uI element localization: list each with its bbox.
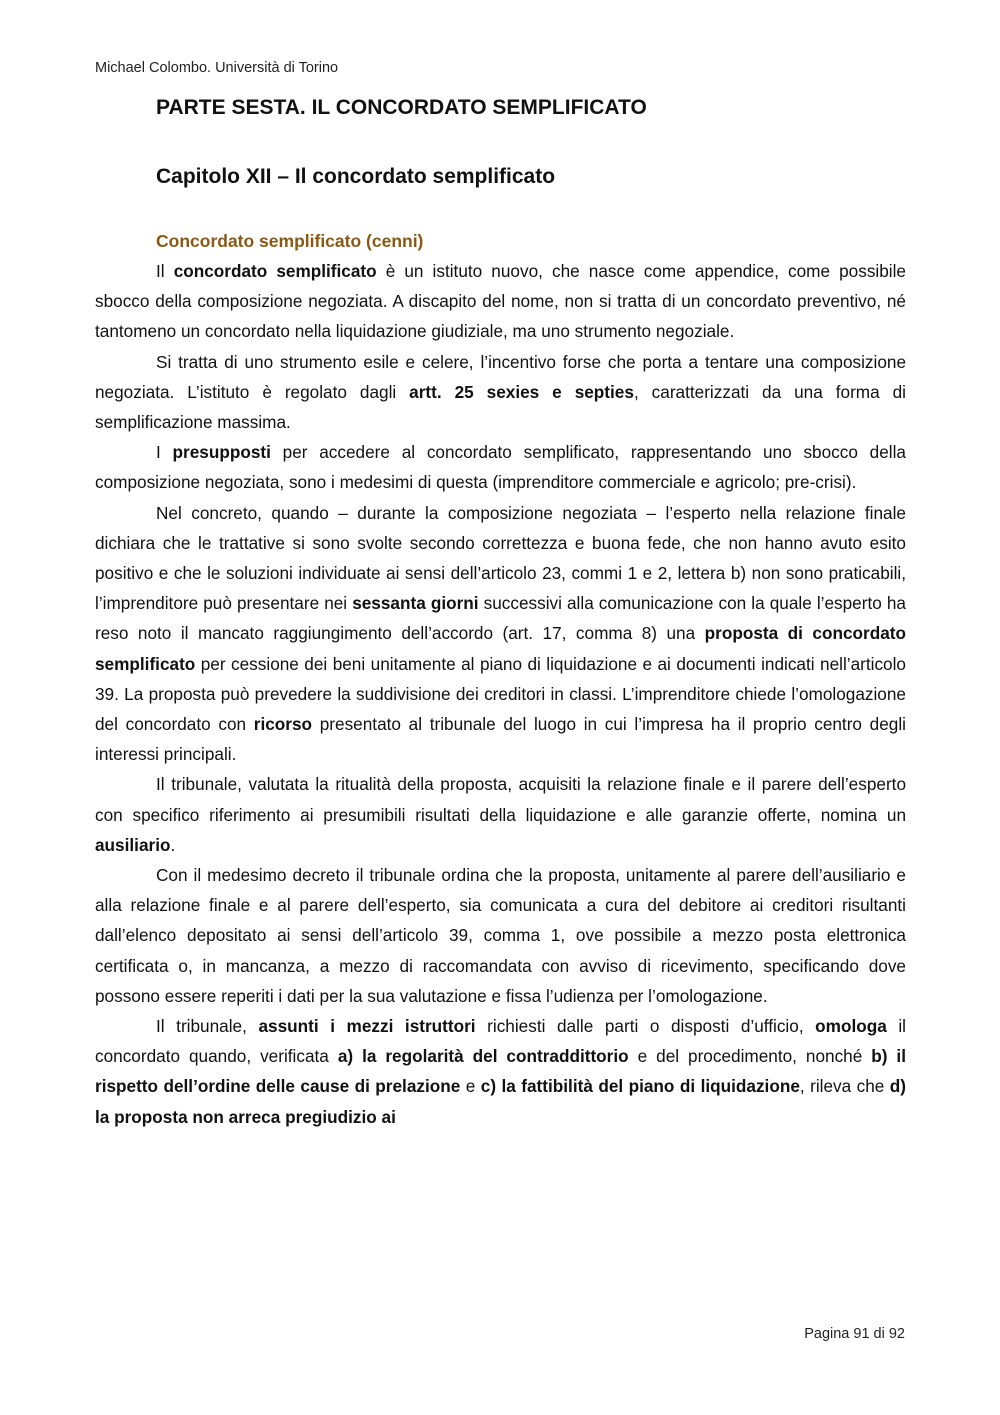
bold-text: c) la fattibilità del piano di liquidazione (480, 1076, 800, 1097)
text-run: presentato al tribunale del luogo in cui l’impresa ha il proprio centro degli interessi principali. (95, 714, 906, 765)
text-run: Con il medesimo decreto il tribunale ordina che la proposta, unitamente al parere dell’ausiliario e alla relazione finale e al parere dell’esperto, sia comunicata a cura del debitore ai creditori risultanti dall’elenco depositato ai sensi dell’articolo 39, comma 1, ove possibile a mezzo posta elettronica certificata o, in mancanza, a mezzo di raccomandata con avviso di ricevimento, specificando dove possono essere reperiti i dati per la sua valutazione e fissa l’udienza per l’omologazione. (95, 865, 906, 1006)
paragraph-4 (95, 498, 906, 770)
text-run: Il tribunale, valutata la ritualità della proposta, acquisiti la relazione finale e il parere dell’esperto con specifico riferimento ai presumibili risultati della liquidazione e alle garanzie offerte, nomina un (95, 774, 906, 825)
text-run: richiesti dalle parti o disposti d’ufficio, (475, 1016, 816, 1037)
bold-text: artt. 25 sexies e septies (409, 381, 634, 402)
bold-text: ausiliario (95, 834, 171, 855)
running-header: Michael Colombo. Università di Torino (95, 60, 339, 76)
bold-text: presupposti (172, 442, 271, 463)
bold-text: assunti i mezzi istruttori (258, 1016, 476, 1037)
paragraph-6 (95, 860, 906, 1011)
paragraph-2 (95, 347, 906, 438)
body-text (95, 256, 906, 1132)
text-run: . (170, 834, 176, 855)
text-run: il concordato quando, verificata (95, 1016, 907, 1067)
text-run: , caratterizzati da una forma di semplificazione massima. (95, 381, 907, 433)
page-number: Pagina 91 di 92 (804, 1326, 905, 1342)
text-run: Il tribunale, (156, 1016, 259, 1037)
bold-text: omologa (815, 1016, 887, 1037)
text-run: e del procedimento, nonché (628, 1046, 872, 1067)
part-title: PARTE SESTA. IL CONCORDATO SEMPLIFICATO (156, 96, 647, 119)
paragraph-1 (95, 256, 906, 347)
paragraph-5 (95, 769, 906, 860)
bold-text: b) il rispetto dell’ordine delle cause di prelazione (95, 1046, 906, 1097)
text-run: Si tratta di uno strumento esile e celere, l’incentivo forse che porta a tentare una composizione negoziata. L’istituto è regolato dagli (95, 351, 906, 402)
bold-text: a) la regolarità del contraddittorio (337, 1046, 629, 1067)
paragraph-3 (95, 437, 906, 497)
bold-text: d) la proposta non arreca pregiudizio ai (95, 1076, 907, 1127)
bold-text: sessanta giorni (352, 593, 479, 614)
text-run: I (156, 442, 173, 463)
text-run: successivi alla comunicazione con la quale l’esperto ha reso noto il mancato raggiungimento dell’accordo (art. 17, comma 8) una (95, 593, 906, 644)
paragraph-7 (95, 1011, 906, 1132)
text-run: Nel concreto, quando – durante la composizione negoziata – l’esperto nella relazione finale dichiara che le trattative si sono svolte secondo correttezza e buona fede, che non hanno avuto esito positivo e che le soluzioni individuate ai sensi dell’articolo 23, commi 1 e 2, lettera b) non sono praticabili, l’imprenditore può presentare nei (95, 502, 906, 614)
text-run: è un istituto nuovo, che nasce come appendice, come possibile sbocco della composizione negoziata. A discapito del nome, non si tratta di un concordato preventivo, né tantomeno un concordato nella liquidazione giudiziale, ma uno strumento negoziale. (95, 261, 906, 342)
chapter-title: Capitolo XII – Il concordato semplificato (156, 165, 556, 188)
bold-text: concordato semplificato (173, 261, 377, 281)
text-run: e (460, 1076, 481, 1097)
text-run: per cessione dei beni unitamente al piano di liquidazione e ai documenti indicati nell’articolo 39. La proposta può prevedere la suddivisione dei creditori in classi. L’imprenditore chiede l’omologazione del concordato con (95, 653, 906, 735)
section-title: Concordato semplificato (cenni) (156, 231, 424, 251)
bold-text: proposta di concordato semplificato (95, 623, 906, 674)
text-run: per accedere al concordato semplificato, rappresentando uno sbocco della composizione negoziata, sono i medesimi di questa (imprenditore commerciale e agricolo; pre-crisi). (95, 442, 906, 493)
bold-text: ricorso (253, 714, 313, 735)
text-run: Il (156, 261, 174, 281)
text-run: , rileva che (799, 1076, 890, 1097)
